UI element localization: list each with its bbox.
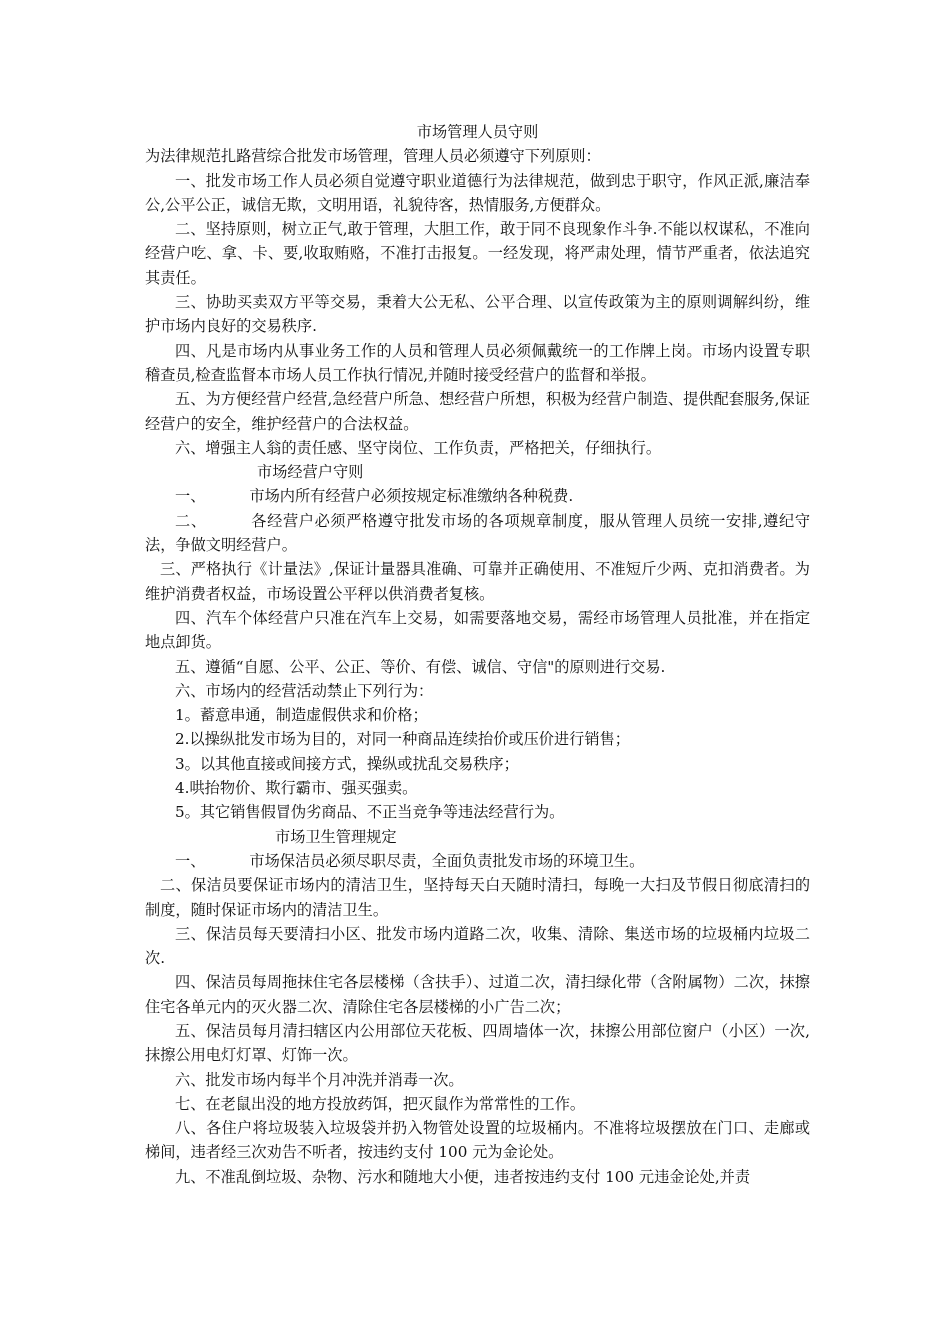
list-item: 2.以操纵批发市场为目的，对同一种商品连续抬价或压价进行销售； [175, 730, 630, 749]
paragraph: 二、保洁员要保证市场内的清洁卫生，坚持每天白天随时清扫，每晚一大扫及节假日彻底清扫的制度，随时保证市场内的清洁卫生。 [145, 876, 810, 919]
section-title: 市场管理人员守则 [416, 123, 539, 141]
list-item: 4.哄抬物价、欺行霸市、强买强卖。 [175, 779, 418, 798]
item-text: 各经营户必须严格遵守批发市场的各项规章制度，服从管理人员统一安排,遵纪守法，争做文明经营户。 [145, 511, 811, 555]
paragraph: 八、各住户将垃圾装入垃圾袋并扔入物管处设置的垃圾桶内。不准将垃圾摆放在门口、走廊或梯间，违者经三次劝告不听者，按违约支付 100 元为金论处。 [145, 1119, 810, 1162]
paragraph: 六、批发市场内每半个月冲洗并消毒一次。 [175, 1070, 464, 1089]
item-text: 市场保洁员必须尽职尽责，全面负责批发市场的环境卫生。 [249, 851, 645, 870]
paragraph: 六、增强主人翁的责任感、坚守岗位、工作负责，严格把关，仔细执行。 [175, 438, 661, 457]
paragraph [145, 484, 810, 508]
paragraph: 四、保洁员每周拖抹住宅各层楼梯（含扶手）、过道二次，清扫绿化带（含附属物）二次，抹擦住宅各单元内的灭火器二次、清除住宅各层楼梯的小广告二次； [145, 973, 810, 1016]
paragraph: 五、遵循“自愿、公平、公正、等价、有偿、诚信、守信"的原则进行交易. [175, 657, 666, 676]
list-item: 3。以其他直接或间接方式，操纵或扰乱交易秩序； [175, 754, 519, 773]
item-number: 一、 [175, 487, 206, 506]
paragraph [145, 509, 810, 558]
section-title: 市场卫生管理规定 [275, 827, 397, 846]
paragraph: 四、凡是市场内从事业务工作的人员和管理人员必须佩戴统一的工作牌上岗。市场内设置专职稽查员,检查监督本市场人员工作执行情况,并随时接受经营户的监督和举报。 [145, 341, 810, 384]
paragraph: 一、批发市场工作人员必须自觉遵守职业道德行为法律规范，做到忠于职守，作风正派,廉洁奉公,公平公正，诚信无欺，文明用语，礼貌待客，热情服务,方便群众。 [145, 171, 810, 214]
paragraph: 三、保洁员每天要清扫小区、批发市场内道路二次，收集、清除、集送市场的垃圾桶内垃圾二次. [145, 924, 810, 968]
paragraph: 六、市场内的经营活动禁止下列行为： [175, 681, 434, 700]
section-intro: 为法律规范扎路营综合批发市场管理，管理人员必须遵守下列原则： [145, 147, 601, 166]
paragraph: 五、为方便经营户经营,急经营户所急、想经营户所想，积极为经营户制造、提供配套服务,保证经营户的安全，维护经营户的合法权益。 [145, 390, 810, 433]
document-page [145, 120, 810, 1189]
paragraph: 三、协助买卖双方平等交易，秉着大公无私、公平合理、以宣传政策为主的原则调解纠纷，维护市场内良好的交易秩序. [145, 293, 810, 336]
paragraph: 三、严格执行《计量法》,保证计量器具准确、可靠并正确使用、不准短斤少两、克扣消费者。为维护消费者权益，市场设置公平秤以供消费者复核。 [145, 560, 810, 603]
paragraph [145, 849, 810, 873]
paragraph: 五、保洁员每月清扫辖区内公用部位天花板、四周墙体一次，抹擦公用部位窗户（小区）一次,抹擦公用电灯灯罩、灯饰一次。 [145, 1021, 810, 1065]
paragraph: 九、不准乱倒垃圾、杂物、污水和随地大小便，违者按违约支付 100 元违金论处,并责 [175, 1167, 751, 1186]
list-item: 5。其它销售假冒伪劣商品、不正当竞争等违法经营行为。 [175, 803, 565, 822]
item-text: 市场内所有经营户必须按规定标准缴纳各种税费. [249, 487, 574, 506]
item-number: 一、 [175, 851, 206, 870]
paragraph: 二、坚持原则，树立正气,敢于管理，大胆工作，敢于同不良现象作斗争.不能以权谋私，不准向经营户吃、拿、卡、要,收取贿赂，不准打击报复。一经发现，将严肃处理，情节严重者，依法追究其责任。 [145, 220, 810, 287]
section-title: 市场经营户守则 [257, 463, 364, 482]
paragraph: 四、汽车个体经营户只准在汽车上交易，如需要落地交易，需经市场管理人员批准，并在指定地点卸货。 [145, 608, 810, 652]
paragraph: 七、在老鼠出没的地方投放药饵，把灭鼠作为常常性的工作。 [175, 1094, 586, 1113]
item-number: 二、 [175, 511, 207, 530]
list-item: 1。蓄意串通，制造虚假供求和价格； [175, 706, 428, 725]
